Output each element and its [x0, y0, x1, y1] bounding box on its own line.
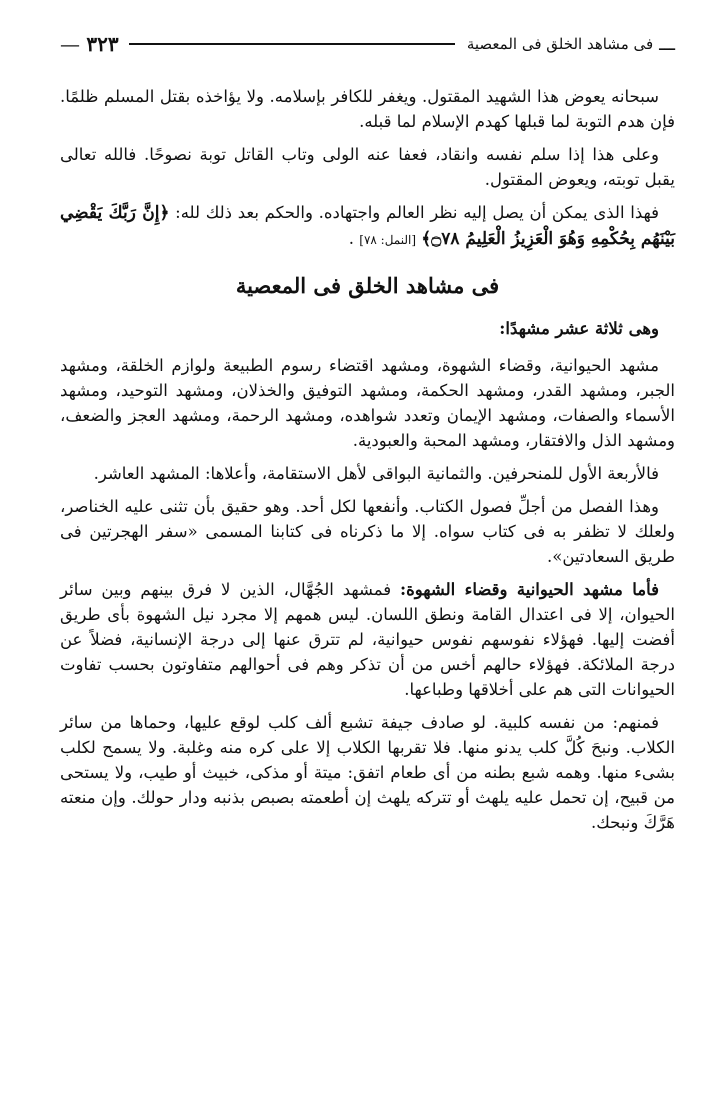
animal-scene-lead: فأما مشهد الحيوانية وقضاء الشهوة:	[400, 580, 659, 599]
section-heading: فى مشاهد الخلق فى المعصية	[235, 273, 500, 298]
header-rule	[129, 43, 455, 45]
section-intro: وهى ثلاثة عشر مشهدًا:	[499, 319, 659, 338]
header-title: فى مشاهد الخلق فى المعصية	[466, 35, 654, 53]
paragraph-3	[60, 200, 675, 253]
scenes-list-paragraph: مشهد الحيوانية، وقضاء الشهوة، ومشهد اقتضاء رسوم الطبيعة ولوازم الخلقة، ومشهد الجبر، ومشهد القدر، ومشهد الحكمة، ومشهد التوفيق والخذلان، ومشهد التوحيد، ومشهد الأسماء والصفات، ومشهد الإيمان وتعدد شواهده، ومشهد الرحمة، ومشهد العجز والضعف، ومشهد الذل والافتقار، ومشهد المحبة والعبودية.	[60, 356, 675, 450]
animal-scene-text: فمشهد الجُهَّال، الذين لا فرق بينهم وبين سائر الحيوان، إلا فى اعتدال القامة ونطق اللسان. ليس همهم إلا مجرد نيل الشهوة بأى طريق أفضت إليها. فهؤلاء نفوسهم نفوس حيوانية، لم تترق عنها إلى درجة الإنسانية، فضلاً عن درجة الملائكة. فهؤلاء حالهم أخس من أن تذكر وهم فى أحوالهم متفاوتون بحسب تفاوت الحيوانات التى هم على أخلاقها وطباعها.	[60, 580, 675, 699]
paragraph-3-text: فهذا الذى يمكن أن يصل إليه نظر العالم واجتهاده. والحكم بعد ذلك لله:	[175, 203, 659, 222]
paragraph-1: سبحانه يعوض هذا الشهيد المقتول. ويغفر للكافر بإسلامه. ولا يؤاخذه بقتل المسلم ظلمًا. فإن هدم التوبة لما قبلها كهدم الإسلام لما قبله.	[60, 87, 675, 131]
paragraph-animal-scene	[60, 577, 675, 702]
paragraph-3-end: .	[348, 229, 355, 248]
verse-citation: [النمل: ٧٨]	[359, 233, 417, 247]
paragraph-dog-nature: فمنهم: من نفسه كلبية. لو صادف جيفة تشبع ألف كلب لوقع عليها، وحماها من سائر الكلاب. ونبحَ كُلَّ كلب يدنو منها. فلا تقربها الكلاب إلا على كره منه وغلبة. ولا يسمح لكلب بشىء منها. وهمه شبع بطنه من أى طعام اتفق: ميتة أو مذكى، خبيث أو طيب، ولا يستحى من قبيح، إن تحمل عليه يلهث أو تتركه يلهث إن أطعمته بصبص بذنبه ودار حولك. وإن منعته هَرَّكَ ونبحك.	[60, 713, 675, 832]
paragraph-2: وعلى هذا إذا سلم نفسه وانقاد، فعفا عنه الولى وتاب القاتل توبة نصوحًا. فالله تعالى يقبل توبته، ويعوض المقتول.	[60, 145, 675, 189]
quran-verse: ﴿إِنَّ رَبَّكَ يَقْضِي بَيْنَهُم بِحُكْمِهِ وَهُوَ الْعَزِيزُ الْعَلِيمُ ۝٧٨﴾	[60, 203, 675, 249]
paragraph-four-first: فالأربعة الأول للمنحرفين. والثمانية البواقى لأهل الاستقامة، وأعلاها: المشهد العاشر.	[93, 464, 659, 483]
header-dash: ـــ	[659, 33, 675, 55]
running-header	[60, 30, 675, 58]
paragraph-chapter-value: وهذا الفصل من أجلِّ فصول الكتاب. وأنفعها لكل أحد. وهو حقيق بأن تثنى عليه الخناصر، ولعلك لا تظفر به فى كتاب سواه. إلا ما ذكرناه فى كتابنا المسمى «سفر الهجرتين فى طريق السعادتين».	[60, 497, 675, 566]
book-page	[60, 30, 675, 843]
page-number: ٣٢٣ —	[60, 32, 125, 56]
